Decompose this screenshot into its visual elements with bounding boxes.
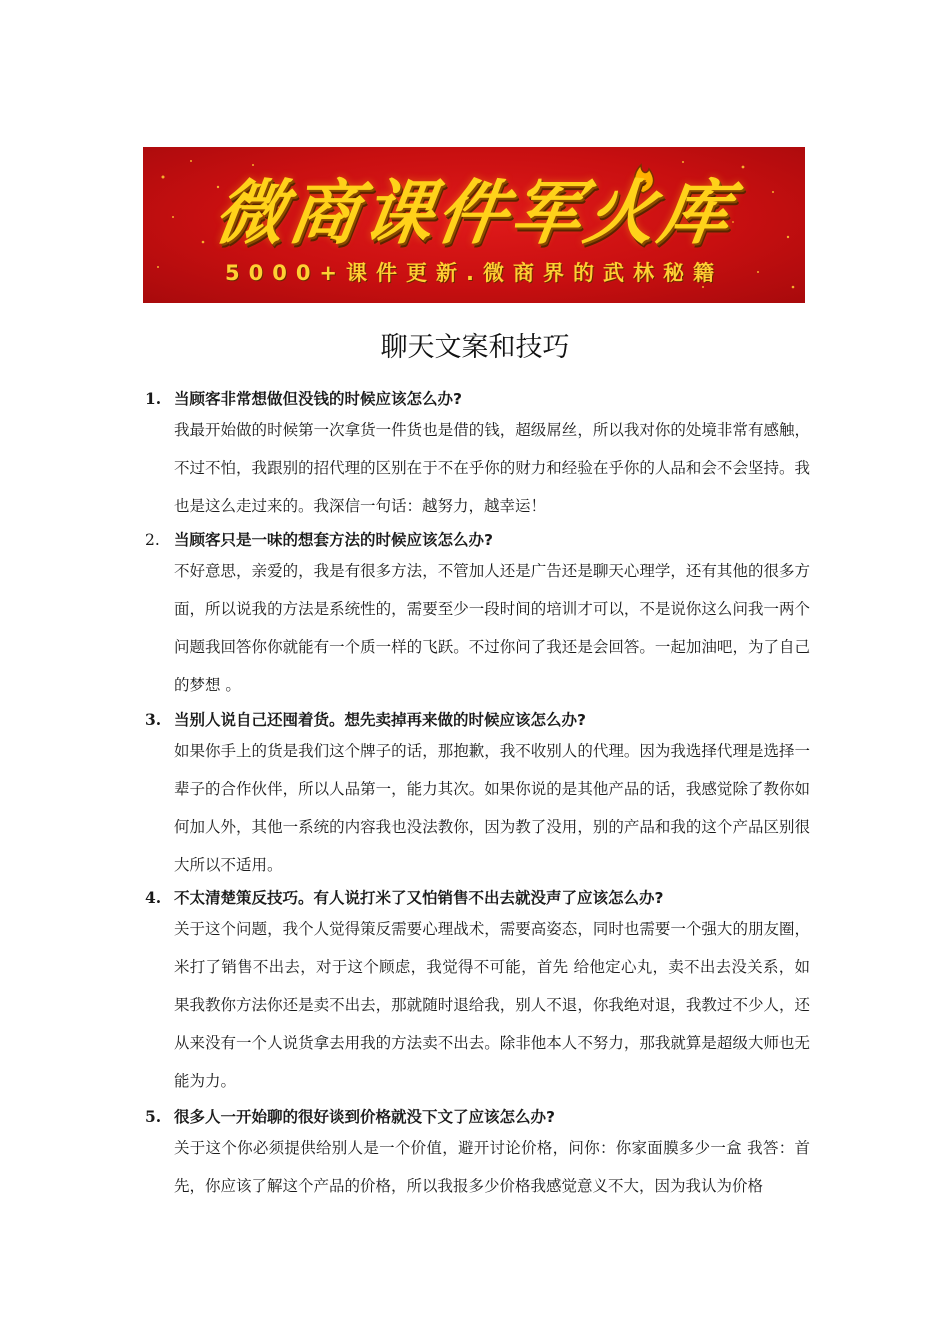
qa-item-5 bbox=[145, 1105, 810, 1205]
question bbox=[145, 528, 810, 552]
qa-item-3 bbox=[145, 708, 810, 884]
question-text: 当顾客只是一味的想套方法的时候应该怎么办? bbox=[174, 531, 493, 549]
item-number: 1. bbox=[145, 389, 162, 408]
answer-text: 我最开始做的时候第一次拿货一件货也是借的钱，超级屌丝，所以我对你的处境非常有感触，不过不怕，我跟别的招代理的区别在于不在乎你的财力和经验在乎你的人品和会不会坚持。我也是这么走过来的。我深信一句话：越努力，越幸运！ bbox=[174, 421, 810, 515]
question bbox=[145, 387, 810, 411]
question-text: 当顾客非常想做但没钱的时候应该怎么办? bbox=[174, 390, 462, 408]
question bbox=[145, 886, 810, 910]
item-number: 4. bbox=[145, 888, 162, 907]
question bbox=[145, 708, 810, 732]
banner-subtitle: 5000+课件更新.微商界的武林秘籍 bbox=[224, 261, 724, 285]
item-number: 5. bbox=[145, 1107, 162, 1126]
answer-text: 关于这个问题，我个人觉得策反需要心理战术，需要高姿态，同时也需要一个强大的朋友圈，米打了销售不出去，对于这个顾虑，我觉得不可能，首先 给他定心丸，卖不出去没关系，如果我教你方法你还是卖不出去，那就随时退给我，别人不退，你我绝对退，我教过不少人，还从来没有一个人说货拿去用我的方法卖不出去。除非他本人不努力，那我就算是超级大师也无能为力。 bbox=[174, 920, 810, 1090]
question-text: 当别人说自己还囤着货。想先卖掉再来做的时候应该怎么办? bbox=[174, 711, 586, 729]
item-number: 2. bbox=[145, 531, 160, 549]
answer-text: 关于这个你必须提供给别人是一个价值，避开讨论价格，问你：你家面膜多少一盒 我答：首先，你应该了解这个产品的价格，所以我报多少价格我感觉意义不大，因为我认为价格 bbox=[174, 1139, 810, 1195]
banner bbox=[143, 147, 805, 303]
qa-item-4 bbox=[145, 886, 810, 1100]
question-text: 不太清楚策反技巧。有人说打米了又怕销售不出去就没声了应该怎么办? bbox=[174, 889, 664, 907]
item-number: 3. bbox=[145, 710, 162, 729]
question-text: 很多人一开始聊的很好谈到价格就没下文了应该怎么办? bbox=[174, 1108, 555, 1126]
question bbox=[145, 1105, 810, 1129]
banner-title: 微商课件军火库 bbox=[209, 172, 739, 254]
page-title: 聊天文案和技巧 bbox=[380, 332, 570, 363]
answer-text: 如果你手上的货是我们这个牌子的话，那抱歉，我不收别人的代理。因为我选择代理是选择一辈子的合作伙伴，所以人品第一，能力其次。如果你说的是其他产品的话，我感觉除了教你如何加人外，其他一系统的内容我也没法教你，因为教了没用，别的产品和我的这个产品区别很大所以不适用。 bbox=[174, 742, 810, 874]
qa-item-2 bbox=[145, 528, 810, 704]
qa-item-1 bbox=[145, 387, 810, 525]
answer-text: 不好意思，亲爱的，我是有很多方法，不管加人还是广告还是聊天心理学，还有其他的很多方面，所以说我的方法是系统性的，需要至少一段时间的培训才可以，不是说你这么问我一两个问题我回答你你就能有一个质一样的飞跃。不过你问了我还是会回答。一起加油吧，为了自己的梦想 。 bbox=[174, 562, 810, 694]
